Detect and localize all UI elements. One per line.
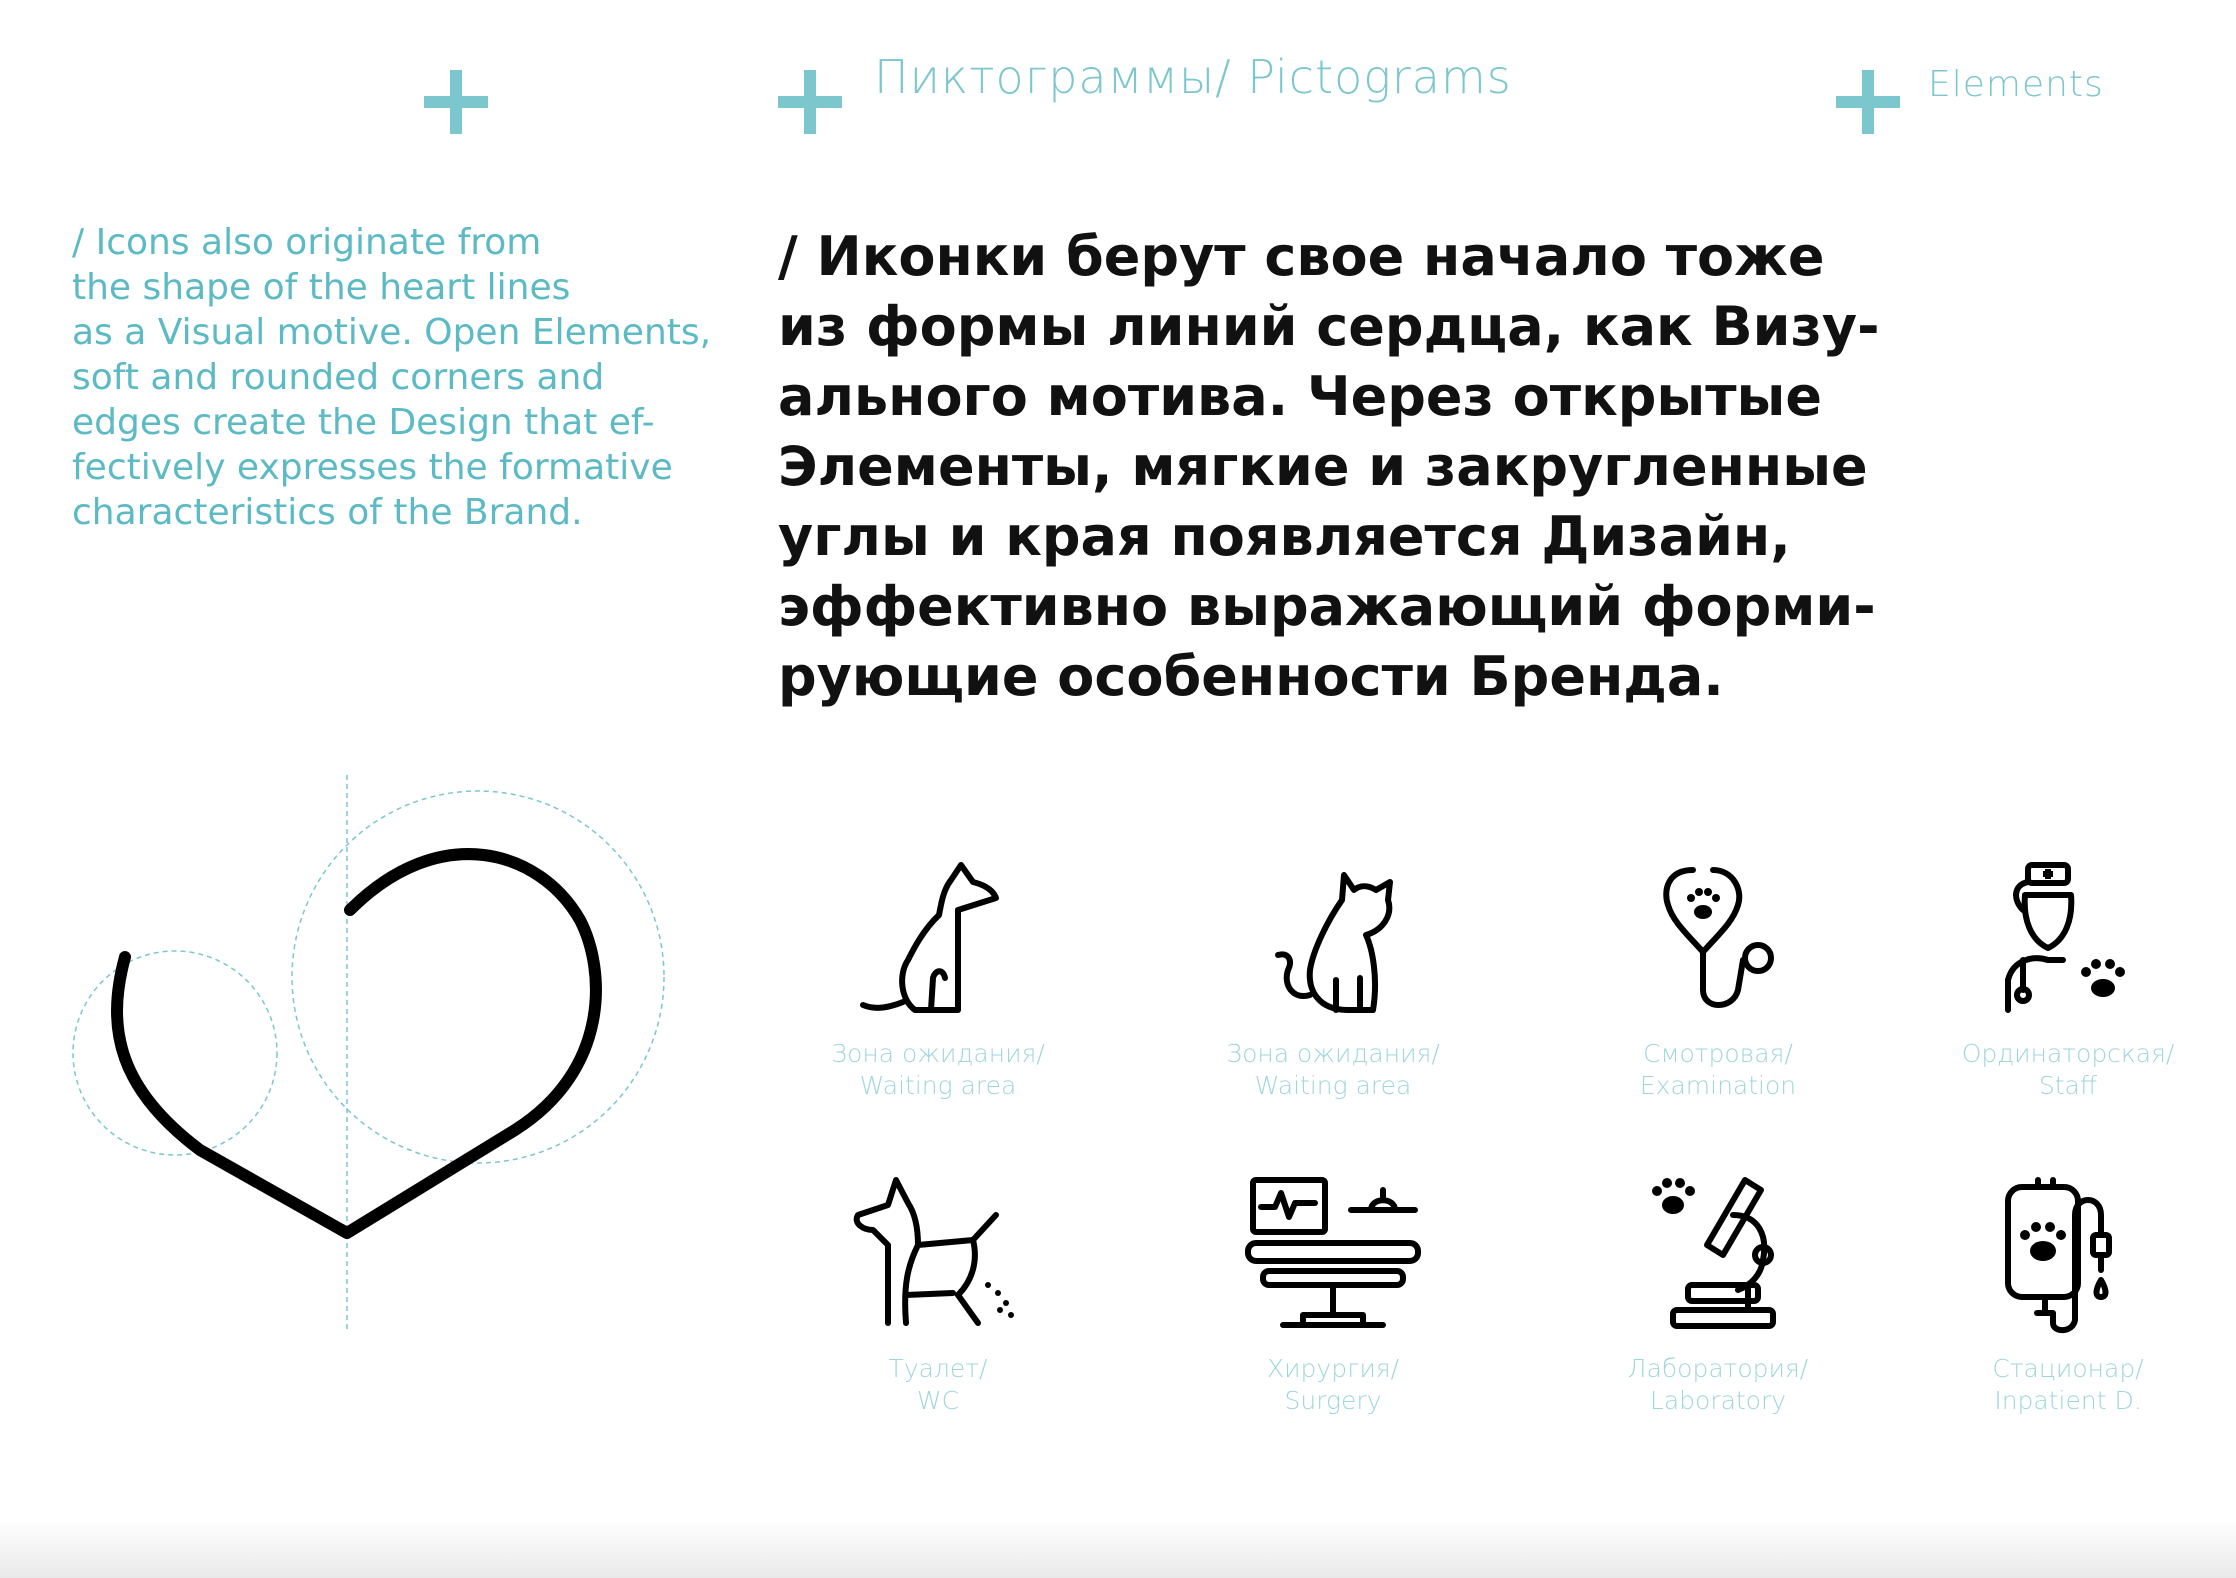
icon-tile-laboratory: [1568, 1175, 1868, 1417]
page-bottom-shadow: [0, 1520, 2236, 1578]
icon-tile-surgery: [1183, 1175, 1483, 1417]
stethoscope-paw-icon: [1633, 860, 1803, 1020]
icon-tile-examination: [1568, 860, 1868, 1102]
plus-icon: [424, 70, 488, 134]
icon-tile-waiting-cat: [1183, 860, 1483, 1102]
icon-caption: Ординаторская/ Staff: [1961, 1039, 2175, 1100]
intro-english: / Icons also originate from the shape of the heart lines as a Visual motive. Open Elements, soft and rounded corners and edges create the Design that ef- fectively expresses the formative characteristics of the Brand.: [72, 222, 712, 533]
icon-tile-staff: [1918, 860, 2218, 1102]
icon-caption: Туалет/ WC: [888, 1354, 988, 1415]
iv-drip-paw-icon: [1983, 1175, 2153, 1335]
icon-caption: Зона ожидания/ Waiting area: [1226, 1039, 1440, 1100]
icon-caption: Зона ожидания/ Waiting area: [831, 1039, 1045, 1100]
section-label: Elements: [1928, 64, 2104, 105]
intro-russian: / Иконки берут свое начало тоже из формы линий сердца, как Визу- ального мотива. Через открытые Элементы, мягкие и закругленные углы и края появляется Дизайн, эффективно выражающий форми- рующие особенности Бренда.: [778, 225, 1880, 708]
nurse-paw-icon: [1983, 860, 2153, 1020]
sitting-dog-icon: [853, 860, 1023, 1020]
plus-icon: [1836, 70, 1900, 134]
icon-caption: Хирургия/ Surgery: [1266, 1354, 1400, 1415]
heart-construction-illustration: [60, 770, 680, 1340]
microscope-paw-icon: [1633, 1175, 1803, 1335]
icon-caption: Стационар/ Inpatient D.: [1992, 1354, 2144, 1415]
peeing-dog-icon: [848, 1175, 1028, 1335]
icon-tile-waiting-dog: [788, 860, 1088, 1102]
surgery-table-icon: [1243, 1175, 1423, 1335]
page-title: Пиктограммы/ Pictograms: [874, 50, 1512, 104]
icon-tile-wc: [788, 1175, 1088, 1417]
icon-caption: Смотровая/ Examination: [1639, 1039, 1797, 1100]
sitting-cat-icon: [1248, 860, 1418, 1020]
icon-tile-inpatient: [1918, 1175, 2218, 1417]
plus-icon: [778, 70, 842, 134]
icon-caption: Лаборатория/ Laboratory: [1627, 1354, 1809, 1415]
